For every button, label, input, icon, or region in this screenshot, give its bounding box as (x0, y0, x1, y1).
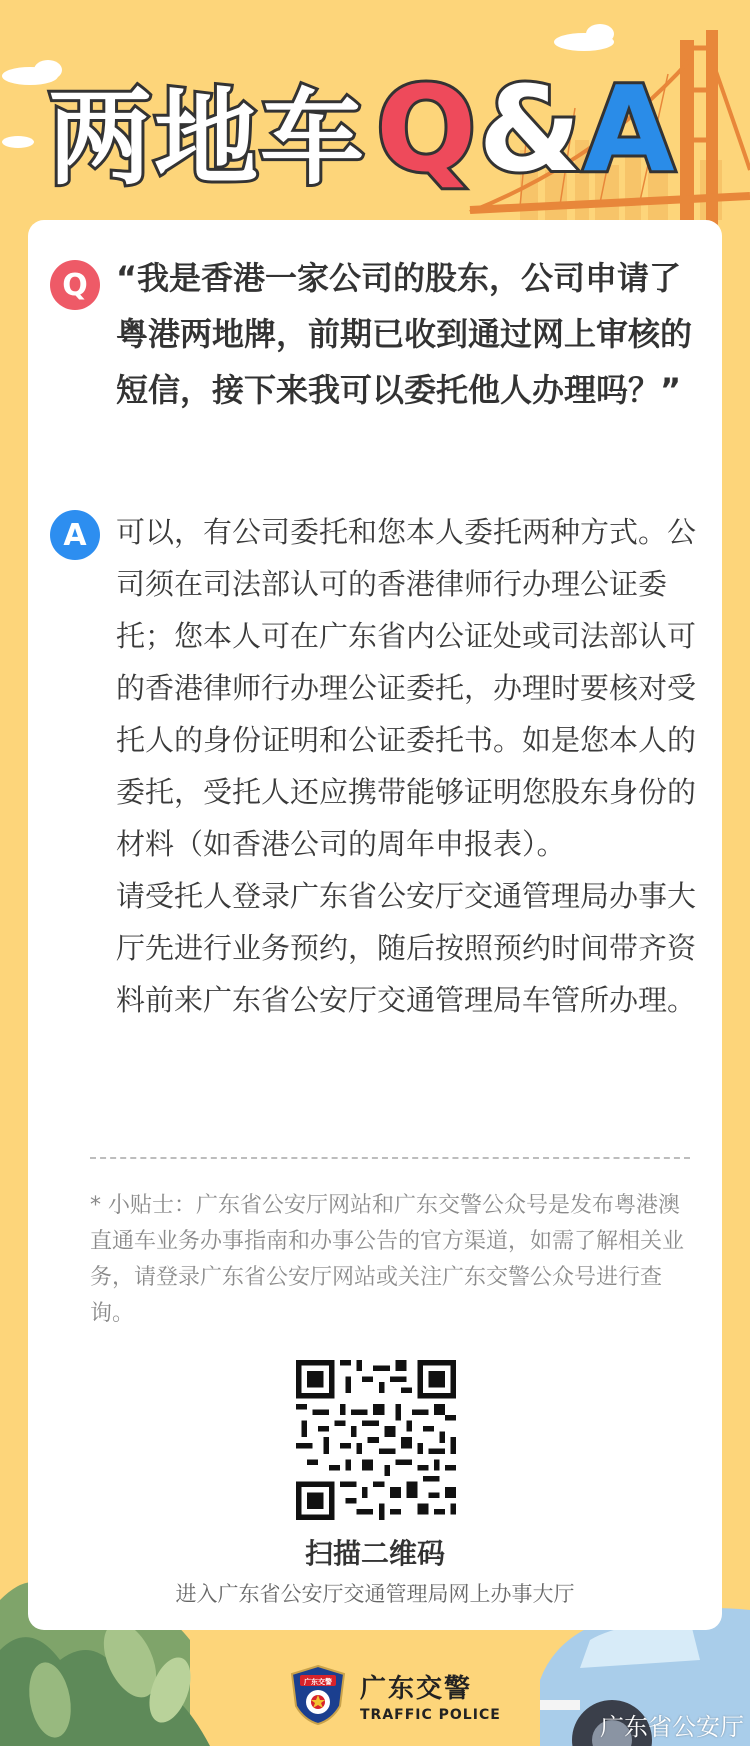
qr-label: 扫描二维码 (304, 1537, 445, 1570)
badge-text: 广东交警 (304, 1678, 332, 1686)
title-qa (376, 60, 675, 198)
answer-block (116, 506, 706, 1026)
dashed-divider (90, 1157, 690, 1159)
qr-subtitle: 进入广东省公安厅交通管理局网上办事大厅 (175, 1582, 575, 1606)
qr-code-icon (296, 1360, 456, 1520)
title-q-letter: Q (376, 60, 477, 198)
page-title (48, 60, 675, 199)
logo-title-en: TRAFFIC POLICE (360, 1706, 501, 1723)
watermark: 广东省公安厅 (600, 1713, 744, 1741)
police-badge-icon (288, 1664, 348, 1726)
title-a-letter: A (583, 60, 675, 198)
logo-title-cn: 广东交警 (360, 1673, 473, 1704)
answer-paragraph-1: 可以，有公司委托和您本人委托两种方式。公司须在司法部认可的香港律师行办理公证委托；您本人可在广东省内公证处或司法部认可的香港律师行办理公证委托，办理时要核对受托人的身份证明和公证委托书。如是您本人的委托，受托人还应携带能够证明您股东身份的材料（如香港公司的周年申报表）。 (116, 515, 697, 861)
question-text: “我是香港一家公司的股东，公司申请了粤港两地牌，前期已收到通过网上审核的短信，接下来我可以委托他人办理吗？” (116, 259, 693, 409)
tip-text: * 小贴士：广东省公安厅网站和广东交警公众号是发布粤港澳直通车业务办事指南和办事公告的官方渠道，如需了解相关业务，请登录广东省公安厅网站或关注广东交警公众号进行查询。 (90, 1193, 685, 1326)
traffic-police-logo (288, 1664, 501, 1726)
q-circle-icon: Q (50, 260, 100, 310)
title-text-cn: 两地车 (48, 77, 367, 199)
answer-paragraph-2: 请受托人登录广东省公安厅交通管理局办事大厅先进行业务预约，随后按照预约时间带齐资料前来广东省公安厅交通管理局车管所办理。 (116, 879, 697, 1017)
a-circle-icon: A (50, 510, 100, 560)
content-card (28, 220, 722, 1630)
logo-text (360, 1668, 501, 1723)
title-ampersand: & (478, 60, 582, 198)
